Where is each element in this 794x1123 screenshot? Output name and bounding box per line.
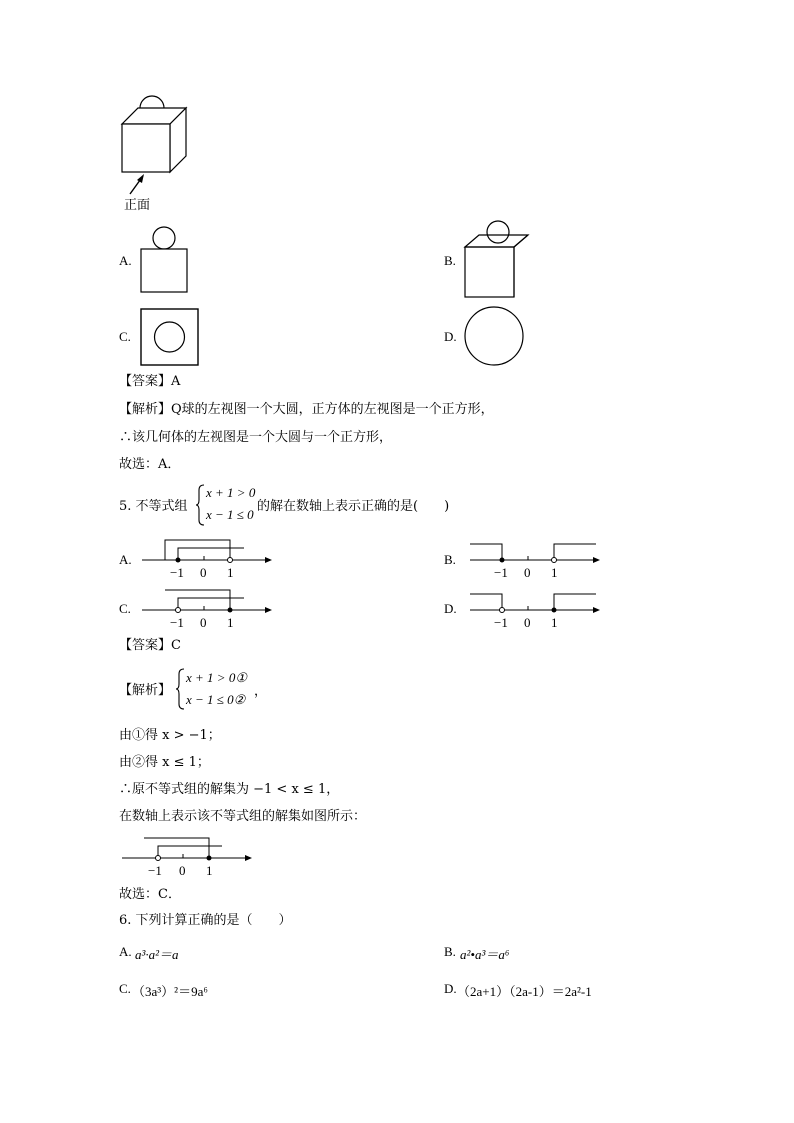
q5-option-a-letter[interactable]: A. [119,552,132,567]
front-label: 正面 [124,198,151,213]
q5-analysis-brace [176,668,186,710]
q5-option-c-number-line[interactable] [140,586,275,632]
q6-option-b-text[interactable]: a²•a³＝a⁶ [460,947,510,962]
tick-label-zero: 0 [200,565,207,580]
q5-inequality-2: x − 1 ≤ 0 [206,507,254,522]
q5-stem-suffix: 的解在数轴上表示正确的是( ) [257,499,450,514]
q5-option-d-letter[interactable]: D. [444,601,457,616]
q5-option-b-letter[interactable]: B. [444,552,456,567]
q5-inequality-1: x + 1 > 0 [206,485,256,500]
q4-option-b-letter[interactable]: B. [444,253,456,268]
q6-option-a-letter[interactable]: A. [119,944,132,959]
q4-option-d-letter[interactable]: D. [444,329,457,344]
q6-option-c-letter[interactable]: C. [119,981,131,996]
q5-solution-number-line [120,834,260,880]
tick-label-one: 1 [206,863,213,878]
tick-label-one: 1 [551,615,558,630]
q4-analysis-line-1: 【解析】Q球的左视图一个大圆，正方体的左视图是一个正方形， [119,402,494,417]
q4-solid-figure [110,90,200,220]
q6-option-d-letter[interactable]: D. [444,981,457,996]
q6-option-b-letter[interactable]: B. [444,944,456,959]
tick-label-zero: 0 [524,615,531,630]
tick-label-zero: 0 [524,565,531,580]
q5-system-eq-2: x − 1 ≤ 0② [186,692,246,707]
q5-step-2: 由②得 x ≤ 1； [119,755,210,770]
q5-stem-prefix: 5. 不等式组 [119,499,188,514]
tick-label-minus-one: −1 [170,565,184,580]
tick-label-minus-one: −1 [494,565,508,580]
q6-option-a-text[interactable]: a³·a²＝a [135,947,179,962]
q5-system-eq-1: x + 1 > 0① [186,670,247,685]
q4-option-b-figure[interactable] [462,219,532,299]
q4-analysis-line-3: 故选：A． [119,457,181,472]
tick-label-one: 1 [227,615,234,630]
q5-option-c-letter[interactable]: C. [119,601,131,616]
q5-option-b-number-line[interactable] [468,536,603,582]
q4-answer: 【答案】A [119,374,181,389]
q6-stem: 6. 下列计算正确的是（ ） [119,913,292,928]
tick-label-minus-one: −1 [148,863,162,878]
q4-analysis-line-2: ∴该几何体的左视图是一个大圆与一个正方形， [119,430,393,445]
q5-step-1: 由①得 x > −1； [119,728,221,743]
q4-option-d-figure[interactable] [464,306,526,368]
q4-option-c-letter[interactable]: C. [119,329,131,344]
q5-system-comma: ， [254,684,268,699]
q5-analysis-label: 【解析】 [119,683,172,698]
tick-label-minus-one: −1 [170,615,184,630]
q4-option-c-figure[interactable] [140,308,200,368]
q5-option-d-number-line[interactable] [468,586,603,632]
tick-label-zero: 0 [179,863,186,878]
q5-brace [196,484,206,526]
tick-label-one: 1 [551,565,558,580]
tick-label-minus-one: −1 [494,615,508,630]
q5-conclusion: 故选：C． [119,887,181,902]
q5-step-4: 在数轴上表示该不等式组的解集如图所示： [119,809,367,824]
tick-label-one: 1 [227,565,234,580]
q6-option-d-text[interactable]: （2a+1）（2a-1）＝2a²-1 [457,984,592,999]
tick-label-zero: 0 [200,615,207,630]
q4-option-a-letter[interactable]: A. [119,253,132,268]
q5-option-a-number-line[interactable] [140,536,275,582]
q5-answer: 【答案】C [119,638,181,653]
q5-step-3: ∴原不等式组的解集为 −1 < x ≤ 1， [119,782,340,797]
q6-option-c-text[interactable]: （3a³）²＝9a⁶ [132,984,208,999]
q4-option-a-figure[interactable] [138,225,190,295]
